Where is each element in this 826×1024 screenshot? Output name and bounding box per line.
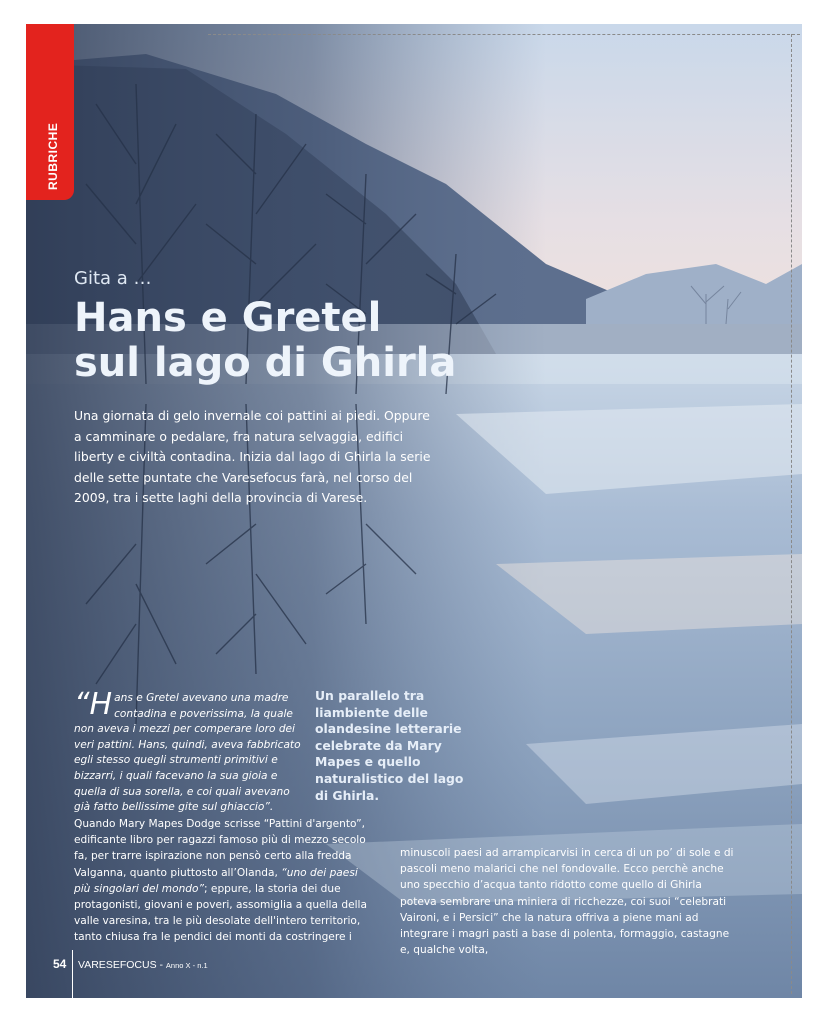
crop-mark-top <box>208 34 800 35</box>
title-line-2: sul lago di Ghirla <box>74 340 457 386</box>
issue-number: Anno X - n.1 <box>165 961 208 970</box>
opening-quote <box>74 687 304 816</box>
pull-quote: Un parallelo tra liambiente delle olandesine letterarie celebrate da Mary Mapes e quello naturalistico del lago di Ghirla. <box>315 688 464 803</box>
quote-drop-cap: “H <box>74 687 113 722</box>
section-label: RUBRICHE <box>46 122 60 190</box>
page-number: 54 <box>53 957 67 971</box>
crop-mark-right <box>791 34 792 994</box>
body-column-1 <box>74 816 374 946</box>
title-line-1: Hans e Gretel <box>74 295 382 341</box>
body-col1-italic: “uno dei paesi più singolari del mondo” <box>74 866 358 895</box>
body-col1-text-b: ; eppure, la storia dei due protagonisti, giovani e poveri, assomiglia a quella della valle varesina, tra le più desolate dell'intero territorio, tanto chiusa fra le pendici dei monti da costringere i <box>74 882 367 944</box>
quote-text: ans e Gretel avevano una madre contadina e poverissima, la quale non aveva i mezzi per comperare loro dei veri pattini. Hans, quindi, aveva fabbricato egli stesso quegli strumenti primitivi e bizzarri, i quali facevano la sua gioia e quella di sua sorella, e coi quali avevano già fatto bellissime gite sul ghiaccio”. <box>74 692 301 814</box>
body-column-2: minuscoli paesi ad arrampicarvisi in cerca di un po’ di sole e di pascoli meno malarici che nel fondovalle. Ecco perchè anche uno specchio d’acqua tanto ridotto come quello di Ghirla poteva sembrare una miniera di ricchezze, coi suoi “celebrati Vaironi, e i Persici” che la natura offriva a piene mani ad integrare i magri pasti a base di polenta, formaggio, castagne e, qualche volta, <box>400 847 734 957</box>
body-col1-text-a: Quando Mary Mapes Dodge scrisse “Pattini d'argento”, edificante libro per ragazzi famoso più di mezzo secolo fa, per trarre ispirazione non pensò certo alla fredda Valganna, quanto piuttosto all’Olanda, <box>74 818 366 879</box>
footer-divider <box>72 950 73 998</box>
footer-separator: - <box>156 959 166 971</box>
article-title <box>74 296 456 386</box>
footer-folio <box>78 959 208 971</box>
article-kicker: Gita a … <box>74 268 152 289</box>
magazine-name: VARESEFOCUS <box>78 959 157 971</box>
article-lead: Una giornata di gelo invernale coi pattini ai piedi. Oppure a camminare o pedalare, fra natura selvaggia, edifici liberty e civiltà contadina. Inizia dal lago di Ghirla la serie delle sette puntate che Varesefocus farà, nel corso del 2009, tra i sette laghi della provincia di Varese. <box>74 408 431 505</box>
